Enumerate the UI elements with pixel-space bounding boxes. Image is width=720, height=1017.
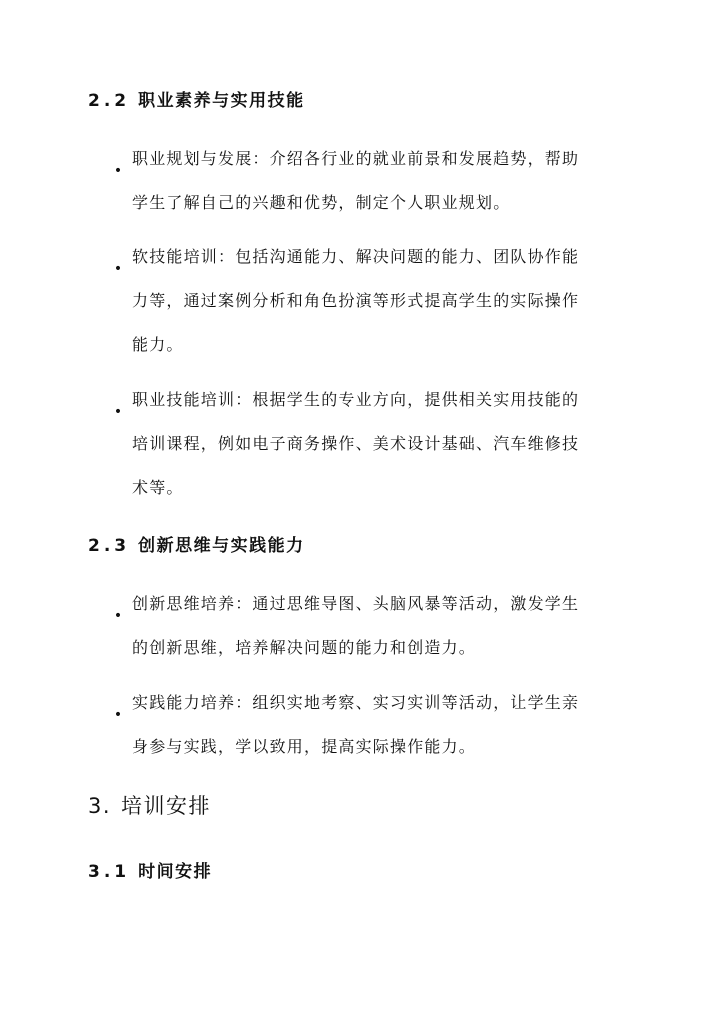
bullet-icon: • — [113, 404, 123, 420]
list-item-line: 能力。 — [132, 335, 184, 354]
section-title: 创新思维与实践能力 — [138, 536, 305, 556]
list-item-line: 软技能培训：包括沟通能力、解决问题的能力、团队协作能 — [132, 247, 580, 266]
list-item-line: 职业技能培训：根据学生的专业方向，提供相关实用技能的 — [132, 390, 580, 409]
bullet-icon: • — [113, 163, 123, 179]
section-heading-3-1 — [88, 861, 212, 883]
section-number: 3.1 — [88, 862, 131, 882]
section-heading-2-2 — [88, 90, 305, 112]
bullet-icon: • — [113, 707, 123, 723]
list-item-line: 的创新思维，培养解决问题的能力和创造力。 — [132, 638, 477, 657]
list-item-line: 力等，通过案例分析和角色扮演等形式提高学生的实际操作 — [132, 291, 580, 310]
list-item-line: 术等。 — [132, 478, 184, 497]
list-item-line: 培训课程，例如电子商务操作、美术设计基础、汽车维修技 — [132, 434, 580, 453]
section-title: 时间安排 — [138, 862, 213, 882]
chapter-number: 3. — [88, 794, 112, 818]
chapter-heading-3 — [88, 792, 211, 820]
bullet-icon: • — [113, 261, 123, 277]
section-title: 职业素养与实用技能 — [138, 91, 305, 111]
list-item-line: 创新思维培养：通过思维导图、头脑风暴等活动，激发学生 — [132, 594, 580, 613]
chapter-title: 培训安排 — [121, 794, 212, 818]
list-item-line: 实践能力培养：组织实地考察、实习实训等活动，让学生亲 — [132, 693, 580, 712]
section-number: 2.3 — [88, 536, 131, 556]
bullet-icon: • — [113, 608, 123, 624]
list-item-line: 身参与实践，学以致用，提高实际操作能力。 — [132, 737, 477, 756]
section-number: 2.2 — [88, 91, 131, 111]
list-item-line: 职业规划与发展：介绍各行业的就业前景和发展趋势，帮助 — [132, 149, 580, 168]
list-item-line: 学生了解自己的兴趣和优势，制定个人职业规划。 — [132, 193, 511, 212]
section-heading-2-3 — [88, 535, 305, 557]
